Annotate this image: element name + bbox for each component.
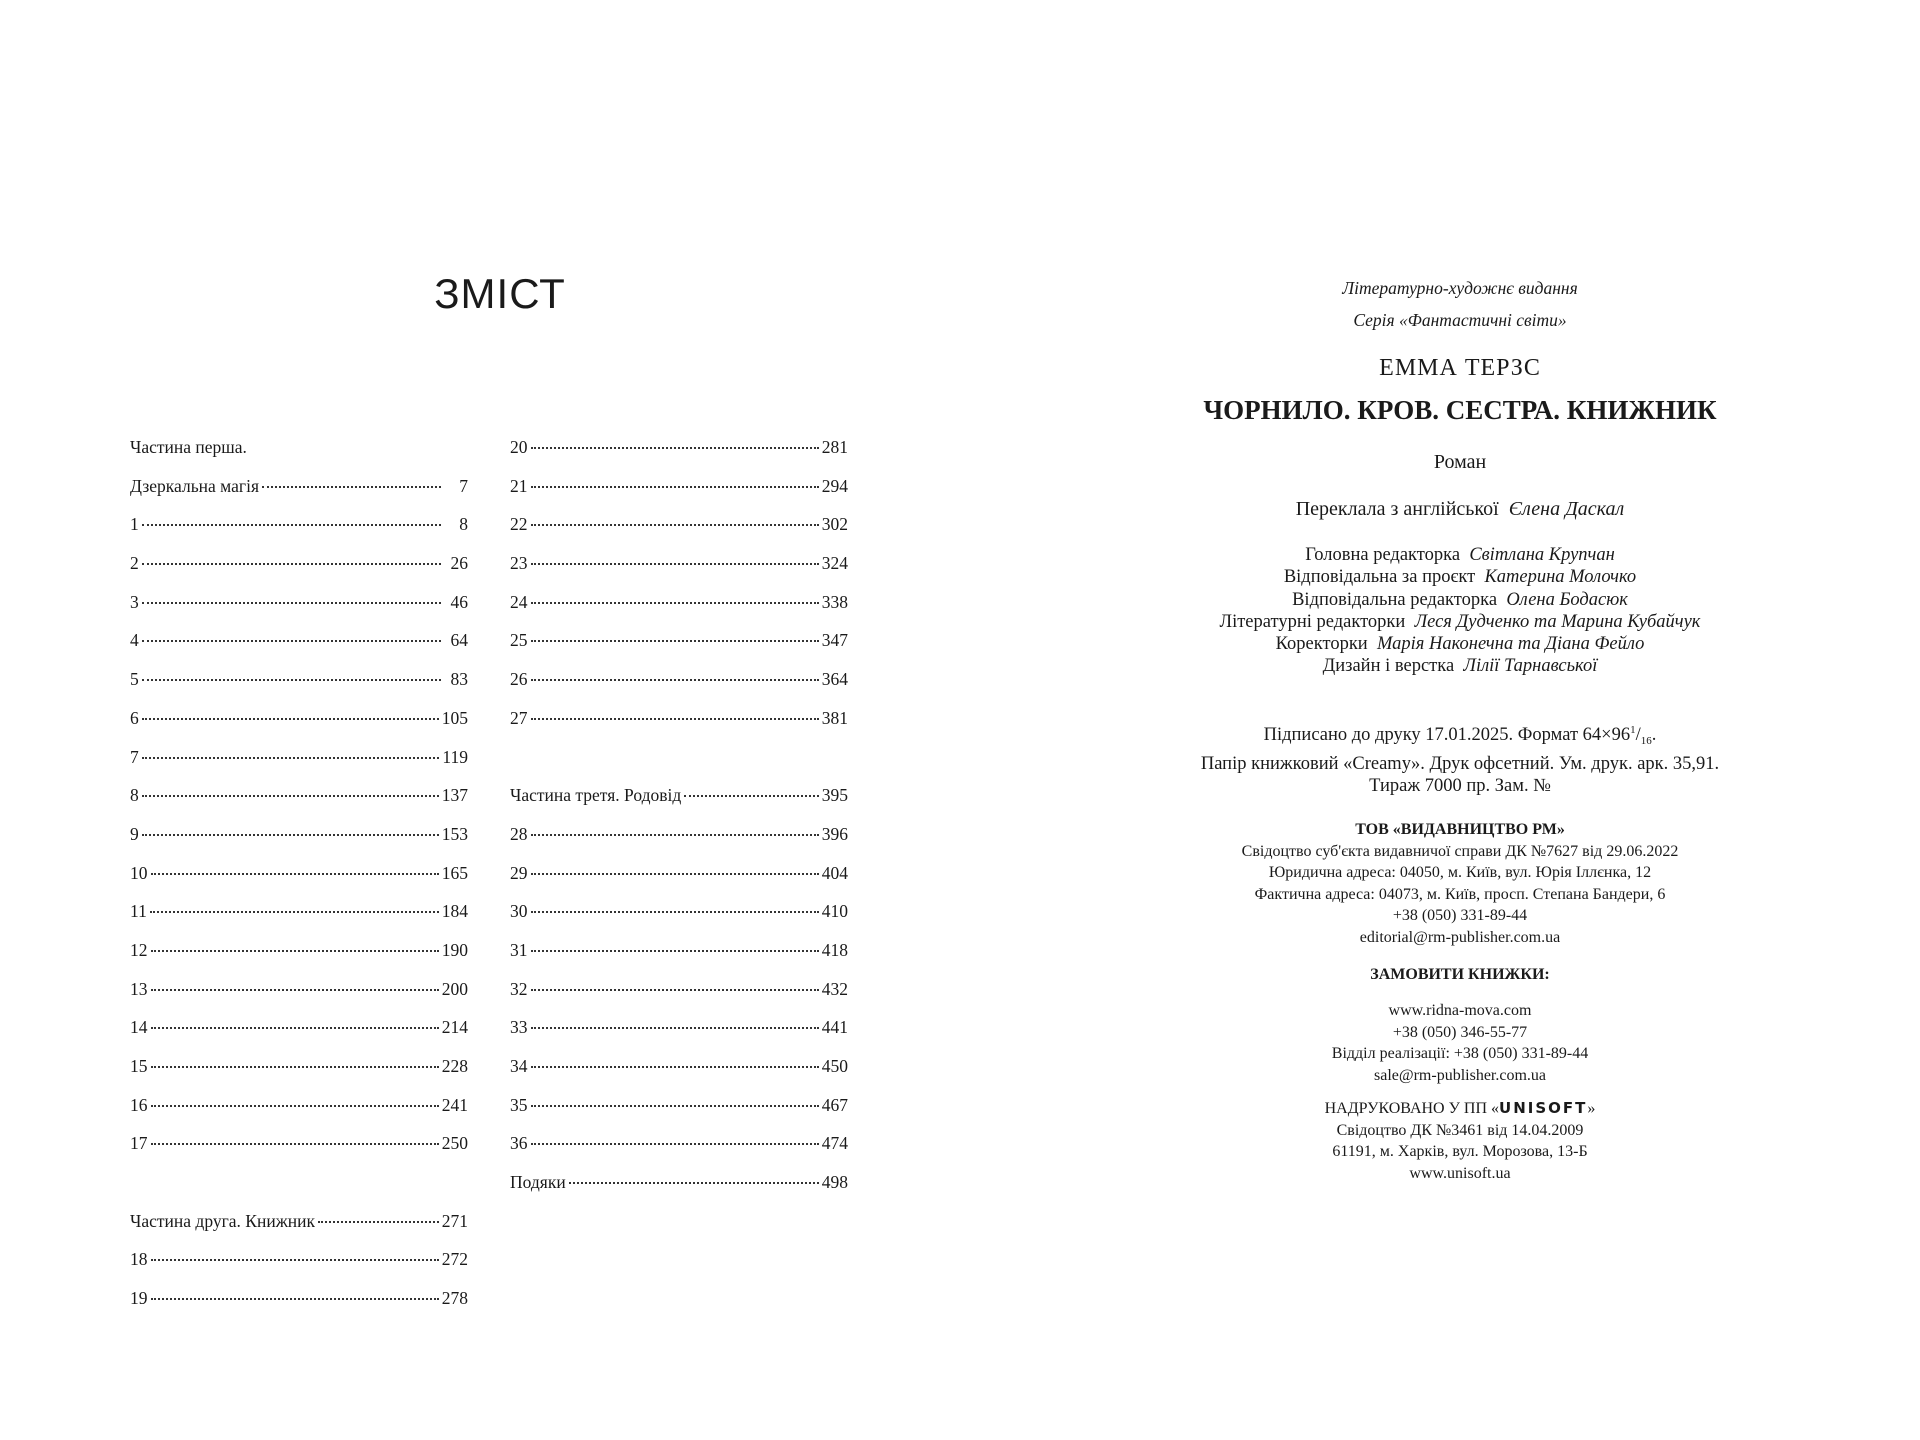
toc-entry xyxy=(130,785,468,824)
publisher-info-line: Юридична адреса: 04050, м. Київ, вул. Юрія Іллєнка, 12 xyxy=(1268,864,1652,881)
toc-leader-dots xyxy=(531,950,819,952)
toc-entry-label: 4 xyxy=(130,630,139,651)
toc-entry xyxy=(130,1249,468,1288)
credit-name: Марія Наконечна та Діана Фейло xyxy=(1376,634,1645,655)
toc-entry-page: 105 xyxy=(441,707,468,728)
toc-entry-page: 467 xyxy=(821,1094,848,1115)
toc-entry-page: 200 xyxy=(441,978,468,999)
credit-line xyxy=(1100,655,1820,677)
toc-entry-page: 272 xyxy=(441,1249,468,1270)
book-form: Роман xyxy=(1433,451,1487,473)
toc-leader-dots xyxy=(531,718,819,720)
toc-entry-page: 278 xyxy=(441,1288,468,1309)
printer-info-line: www.unisoft.ua xyxy=(1409,1164,1511,1182)
toc-leader-dots xyxy=(531,1066,819,1068)
toc-entry xyxy=(510,901,848,940)
print-line-paper: Папір книжковий «Creamy». Друк офсетний. Ум. друк. арк. 35,91. xyxy=(1200,753,1720,774)
toc-entry-label: 3 xyxy=(130,591,139,612)
imprint-header xyxy=(1100,272,1820,336)
toc-entry-page: 498 xyxy=(821,1172,848,1193)
credit-role: Відповідальна редакторка xyxy=(1292,589,1498,610)
toc-entry-page: 324 xyxy=(821,553,848,574)
toc-leader-dots xyxy=(531,873,819,875)
toc-entry-label: 19 xyxy=(130,1288,148,1309)
book-title: ЧОРНИЛО. КРОВ. СЕСТРА. КНИЖНИК xyxy=(1203,395,1717,425)
toc-entry xyxy=(130,1288,468,1327)
order-contact-line: +38 (050) 346-55-77 xyxy=(1392,1023,1528,1041)
credit-line xyxy=(1100,544,1820,566)
toc-entry xyxy=(130,1211,468,1250)
toc-leader-dots xyxy=(531,1027,819,1029)
toc-entry-label: 29 xyxy=(510,862,528,883)
credit-role: Головна редакторка xyxy=(1305,545,1461,565)
edition-type: Літературно-художнє видання xyxy=(1342,278,1578,298)
toc-entry-page: 281 xyxy=(821,437,848,457)
toc-leader-dots xyxy=(151,1143,439,1145)
toc-entry-label: 11 xyxy=(130,901,147,922)
toc-entry xyxy=(130,901,468,940)
toc-entry-label: 14 xyxy=(130,1017,148,1038)
toc-leader-dots xyxy=(142,718,439,720)
toc-entry-page: 381 xyxy=(821,707,848,728)
toc-entry-page: 26 xyxy=(450,553,468,574)
toc-leader-dots xyxy=(151,873,439,875)
toc-leader-dots xyxy=(151,989,439,991)
toc-entry-label: 24 xyxy=(510,591,528,612)
credit-role: Літературні редакторки xyxy=(1219,611,1406,632)
toc-entry-label: 1 xyxy=(130,514,139,535)
toc-entry xyxy=(510,669,848,708)
order-contact-line: Відділ реалізації: +38 (050) 331-89-44 xyxy=(1331,1045,1589,1062)
toc-leader-dots xyxy=(531,1143,819,1145)
toc-entry xyxy=(510,476,848,515)
toc-entry-page: 83 xyxy=(450,669,468,690)
translator-label: Переклала з англійської xyxy=(1295,498,1499,520)
toc-leader-dots xyxy=(142,602,441,604)
toc-entry-page: 294 xyxy=(821,475,848,496)
order-contacts xyxy=(1100,1000,1820,1086)
toc-entry xyxy=(510,940,848,979)
unisoft-brand: UNISOFT xyxy=(1499,1099,1588,1117)
toc-entry xyxy=(510,514,848,553)
toc-entry-page: 184 xyxy=(441,901,468,922)
toc-entry-page: 410 xyxy=(821,901,848,922)
toc-entry-page: 347 xyxy=(821,630,848,651)
credit-role: Дизайн і верстка xyxy=(1322,656,1455,677)
toc-entry-label: 36 xyxy=(510,1133,528,1154)
toc-entry-page: 165 xyxy=(441,862,468,883)
printer-info-line: 61191, м. Харків, вул. Морозова, 13-Б xyxy=(1332,1143,1588,1160)
credit-line xyxy=(1100,633,1820,655)
toc-entry xyxy=(130,863,468,902)
toc-entry xyxy=(510,708,848,747)
toc-entry-page: 364 xyxy=(821,669,848,690)
toc-entry-page: 7 xyxy=(459,475,468,496)
toc-entry xyxy=(130,940,468,979)
toc-entry-label: 8 xyxy=(130,785,139,806)
credit-name: Катерина Молочко xyxy=(1484,567,1637,588)
toc-entry-page: 64 xyxy=(450,630,468,651)
toc-leader-dots xyxy=(531,911,819,913)
credit-line xyxy=(1100,589,1820,611)
toc-entry xyxy=(510,1056,848,1095)
toc-leader-dots xyxy=(531,447,819,449)
toc-entry-label: 20 xyxy=(510,437,528,457)
order-contact-line: www.ridna-mova.com xyxy=(1388,1002,1532,1019)
toc-entry xyxy=(130,1095,468,1134)
toc-entry xyxy=(130,630,468,669)
toc-entry xyxy=(130,553,468,592)
toc-entry-label: 12 xyxy=(130,939,148,960)
printed-by: НАДРУКОВАНО У ПП «UNISOFT» xyxy=(1324,1099,1596,1117)
toc-entry-page: 228 xyxy=(441,1056,468,1076)
toc-entry-page: 338 xyxy=(821,591,848,612)
toc-entry-label: 16 xyxy=(130,1094,148,1115)
toc-leader-dots xyxy=(318,1221,439,1223)
toc-spacer xyxy=(130,1172,468,1211)
toc-entry-page: 153 xyxy=(441,823,468,844)
toc-entry xyxy=(510,1017,848,1056)
printer-info-line: Свідоцтво ДК №3461 від 14.04.2009 xyxy=(1336,1121,1584,1139)
print-line-signed: Підписано до друку 17.01.2025. Формат $64\times 96^1/_{16}$. xyxy=(1263,724,1657,747)
toc-leader-dots xyxy=(142,795,439,797)
toc-entry-label: 5 xyxy=(130,669,139,690)
credit-name: Лілії Тарнавської xyxy=(1463,656,1598,677)
toc-entry-label: 21 xyxy=(510,475,528,496)
toc-entry-label: 13 xyxy=(130,978,148,999)
toc-entry xyxy=(130,437,468,476)
credit-name: Олена Бодасюк xyxy=(1506,589,1628,610)
toc-entry xyxy=(510,824,848,863)
toc-entry-page: 190 xyxy=(441,939,468,960)
toc-entry-page: 241 xyxy=(441,1094,468,1115)
toc-leader-dots xyxy=(569,1182,819,1184)
author-name: ЕММА ТЕРЗС xyxy=(1379,355,1541,381)
toc-spacer xyxy=(510,747,848,786)
toc-leader-dots xyxy=(531,640,819,642)
toc-entry-label: 15 xyxy=(130,1056,148,1076)
toc-entry-label: 33 xyxy=(510,1017,528,1038)
order-contact-line: sale@rm-publisher.com.ua xyxy=(1373,1066,1547,1084)
toc-entry-label: Подяки xyxy=(510,1172,566,1193)
toc-leader-dots xyxy=(531,679,819,681)
toc-entry-page: 302 xyxy=(821,514,848,535)
toc-entry-page: 119 xyxy=(442,746,468,767)
publisher-name: ТОВ «ВИДАВНИЦТВО РМ» xyxy=(1355,821,1565,838)
toc-column-1 xyxy=(130,437,468,1327)
toc-entry-page: 432 xyxy=(821,978,848,999)
toc-leader-dots xyxy=(531,524,819,526)
toc-entry xyxy=(510,863,848,902)
toc-leader-dots xyxy=(262,486,441,488)
toc-entry-label: 35 xyxy=(510,1094,528,1115)
toc-entry-label: 22 xyxy=(510,514,528,535)
toc-entry-page: 395 xyxy=(821,785,848,806)
toc-entry xyxy=(130,592,468,631)
toc-entry xyxy=(510,630,848,669)
toc-entry-label: 34 xyxy=(510,1056,528,1076)
toc-entry xyxy=(130,979,468,1018)
toc-leader-dots xyxy=(531,486,819,488)
toc-entry-page: 396 xyxy=(821,823,848,844)
toc-entry-label: 27 xyxy=(510,707,528,728)
toc-leader-dots xyxy=(150,911,439,913)
publisher-info-line: +38 (050) 331-89-44 xyxy=(1392,907,1528,924)
toc-leader-dots xyxy=(151,1105,439,1107)
toc-entry-page: 137 xyxy=(441,785,468,806)
toc-entry xyxy=(130,476,468,515)
toc-entry xyxy=(130,1133,468,1172)
toc-entry-page: 441 xyxy=(821,1017,848,1038)
credit-name: Світлана Крупчан xyxy=(1469,545,1615,565)
toc-entry-label: 30 xyxy=(510,901,528,922)
toc-leader-dots xyxy=(142,640,441,642)
toc-leader-dots xyxy=(142,524,441,526)
toc-leader-dots xyxy=(142,834,439,836)
toc-entry-label: 25 xyxy=(510,630,528,651)
toc-leader-dots xyxy=(142,679,441,681)
toc-entry-label: 31 xyxy=(510,939,528,960)
toc-entry-label: Частина друга. Книжник xyxy=(130,1210,316,1231)
toc-entry-page: 46 xyxy=(450,591,468,612)
toc-leader-dots xyxy=(142,757,440,759)
credit-line xyxy=(1100,611,1820,633)
toc-leader-dots xyxy=(531,563,819,565)
toc-leader-dots xyxy=(531,989,819,991)
publisher-block xyxy=(1100,819,1820,948)
toc-entry-label: 28 xyxy=(510,823,528,844)
toc-entry-page: 404 xyxy=(821,862,848,883)
publisher-info-line: Фактична адреса: 04073, м. Київ, просп. Степана Бандери, 6 xyxy=(1254,885,1666,903)
toc-entry-label: 9 xyxy=(130,823,139,844)
credit-role: Коректорки xyxy=(1275,634,1368,655)
toc-leader-dots xyxy=(531,834,819,836)
toc-entry xyxy=(510,1133,848,1172)
credit-line xyxy=(1100,566,1820,588)
toc-leader-dots xyxy=(531,602,819,604)
toc-leader-dots xyxy=(151,1298,439,1300)
toc-entry-label: 2 xyxy=(130,553,139,574)
toc-leader-dots xyxy=(142,563,441,565)
toc-leader-dots xyxy=(151,1027,439,1029)
toc-entry xyxy=(510,785,848,824)
toc-entry xyxy=(130,514,468,553)
print-line-run: Тираж 7000 пр. Зам. № xyxy=(1369,776,1551,796)
translator-line xyxy=(1100,498,1820,521)
credits-list xyxy=(1100,544,1820,678)
toc-entry xyxy=(130,824,468,863)
toc-entry-label: Дзеркальна магія xyxy=(130,475,259,496)
toc-leader-dots xyxy=(151,1259,439,1261)
toc-entry-label: 32 xyxy=(510,978,528,999)
toc-entry-page: 271 xyxy=(441,1210,468,1231)
printer-block xyxy=(1100,1098,1820,1184)
translator-name: Єлена Даскал xyxy=(1508,498,1625,520)
toc-entry-label: 26 xyxy=(510,669,528,690)
toc-entry-label: 18 xyxy=(130,1249,148,1270)
toc-entry-label: 7 xyxy=(130,746,139,767)
toc-entry-label: Частина перша. xyxy=(130,437,247,457)
credit-name: Леся Дудченко та Марина Кубайчук xyxy=(1414,611,1701,632)
toc-entry-page: 250 xyxy=(441,1133,468,1154)
toc-entry-page: 474 xyxy=(821,1133,848,1154)
series-name: Серія «Фантастичні світи» xyxy=(1353,310,1567,330)
toc-entry xyxy=(510,979,848,1018)
publisher-info-line: editorial@rm-publisher.com.ua xyxy=(1359,928,1561,946)
order-heading: ЗАМОВИТИ КНИЖКИ: xyxy=(1370,966,1550,983)
toc-entry-label: 10 xyxy=(130,862,148,883)
toc-title: ЗМІСТ xyxy=(434,270,566,317)
toc-entry xyxy=(510,592,848,631)
toc-entry-label: 6 xyxy=(130,707,139,728)
toc-entry xyxy=(510,1172,848,1211)
toc-entry-page: 8 xyxy=(459,514,468,535)
toc-entry xyxy=(510,437,848,476)
toc-entry xyxy=(510,1095,848,1134)
credit-role: Відповідальна за проєкт xyxy=(1283,567,1476,588)
toc-entry-label: 23 xyxy=(510,553,528,574)
toc-entry xyxy=(130,1017,468,1056)
toc-entry xyxy=(510,553,848,592)
toc-leader-dots xyxy=(684,795,819,797)
toc-entry-label: 17 xyxy=(130,1133,148,1154)
toc-entry xyxy=(130,708,468,747)
print-details xyxy=(1100,719,1820,798)
toc-entry-page: 418 xyxy=(821,939,848,960)
toc-entry xyxy=(130,747,468,786)
toc-entry xyxy=(130,1056,468,1095)
toc-leader-dots xyxy=(151,1066,439,1068)
toc-entry xyxy=(130,669,468,708)
toc-entry-page: 214 xyxy=(441,1017,468,1038)
publisher-info-line: Свідоцтво суб'єкта видавничої справи ДК №7627 від 29.06.2022 xyxy=(1241,842,1679,860)
toc-entry-page: 450 xyxy=(821,1056,848,1076)
toc-column-2 xyxy=(510,437,848,1211)
toc-leader-dots xyxy=(531,1105,819,1107)
toc-leader-dots xyxy=(151,950,439,952)
toc-entry-label: Частина третя. Родовід xyxy=(510,785,682,806)
